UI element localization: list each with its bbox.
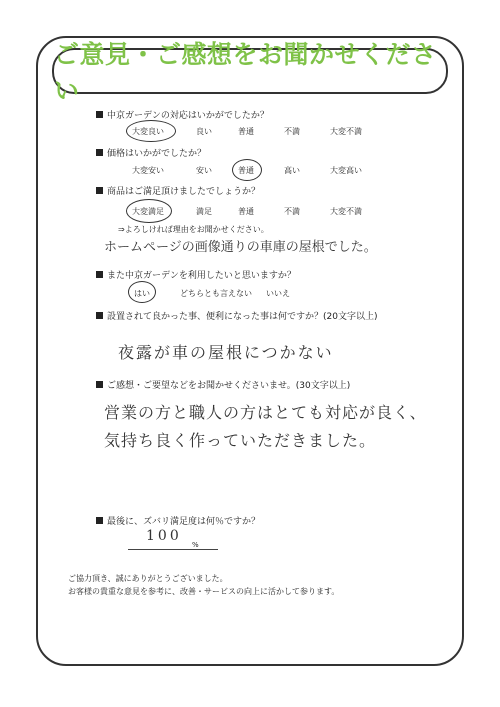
q3-option-2[interactable]: 満足 <box>196 207 212 216</box>
q2-option-1[interactable]: 大変安い <box>132 166 164 175</box>
q1-option-3[interactable]: 普通 <box>238 127 254 136</box>
selection-circle-icon <box>126 120 176 142</box>
q1-option-2[interactable]: 良い <box>196 127 212 136</box>
question-6-answer-line-1: 営業の方と職人の方はとても対応が良く、 <box>104 403 427 422</box>
bullet-square-icon <box>96 381 103 388</box>
question-7 <box>96 514 260 527</box>
question-3 <box>96 184 260 197</box>
footer-thanks: ご協力頂き、誠にありがとうございました。 <box>68 574 228 583</box>
question-6-answer-line-2: 気持ち良く作っていただきました。 <box>104 431 377 450</box>
question-7-label: 最後に、ズバリ満足度は何％ですか？ <box>107 517 261 527</box>
question-2 <box>96 146 206 159</box>
question-6 <box>96 378 350 391</box>
bullet-square-icon <box>96 111 103 118</box>
satisfaction-underline <box>128 549 218 550</box>
question-3-reason-prompt: ⇒よろしければ理由をお聞かせください。 <box>118 225 269 234</box>
q4-option-3[interactable]: いいえ <box>266 289 290 298</box>
question-4-label: また中京ガーデンを利用したいと思いますか？ <box>107 271 296 281</box>
bullet-square-icon <box>96 149 103 156</box>
q3-option-1[interactable]: 大変満足 <box>132 207 164 216</box>
bullet-square-icon <box>96 517 103 524</box>
question-5-label: 設置されて良かった事、便利になった事は何ですか？(20文字以上) <box>107 312 378 322</box>
q1-option-1[interactable]: 大変良い <box>132 127 164 136</box>
bullet-square-icon <box>96 312 103 319</box>
question-5-answer: 夜露が車の屋根につかない <box>118 343 334 362</box>
selection-circle-icon <box>126 199 172 223</box>
bullet-square-icon <box>96 271 103 278</box>
question-1 <box>96 108 269 121</box>
question-3-reason-answer: ホームページの画像通りの車庫の屋根でした。 <box>104 240 377 255</box>
footer-note: お客様の貴重な意見を参考に、改善・サービスの向上に活かして参ります。 <box>68 587 340 596</box>
selection-circle-icon <box>232 159 262 181</box>
question-5 <box>96 309 377 322</box>
q2-option-4[interactable]: 高い <box>284 166 300 175</box>
q1-option-4[interactable]: 不満 <box>284 127 300 136</box>
q4-option-1[interactable]: はい <box>134 289 150 298</box>
form-title: ご意見・ご感想をお聞かせください <box>52 48 448 94</box>
selection-circle-icon <box>128 281 156 303</box>
question-1-label: 中京ガーデンの対応はいかがでしたか？ <box>107 111 269 121</box>
q3-option-3[interactable]: 普通 <box>238 207 254 216</box>
bullet-square-icon <box>96 187 103 194</box>
q2-option-5[interactable]: 大変高い <box>330 166 362 175</box>
satisfaction-value: 100 <box>146 528 182 544</box>
question-4 <box>96 268 296 281</box>
q1-option-5[interactable]: 大変不満 <box>330 127 362 136</box>
q3-option-4[interactable]: 不満 <box>284 207 300 216</box>
satisfaction-unit: % <box>192 541 199 549</box>
q2-option-3[interactable]: 普通 <box>238 166 254 175</box>
q4-option-2[interactable]: どちらとも言えない <box>180 289 252 298</box>
question-3-label: 商品はご満足頂けましたでしょうか？ <box>107 187 261 197</box>
q3-option-5[interactable]: 大変不満 <box>330 207 362 216</box>
question-6-label: ご感想・ご要望などをお聞かせくださいませ。(30文字以上) <box>107 381 351 391</box>
q2-option-2[interactable]: 安い <box>196 166 212 175</box>
question-2-label: 価格はいかがでしたか？ <box>107 149 207 159</box>
